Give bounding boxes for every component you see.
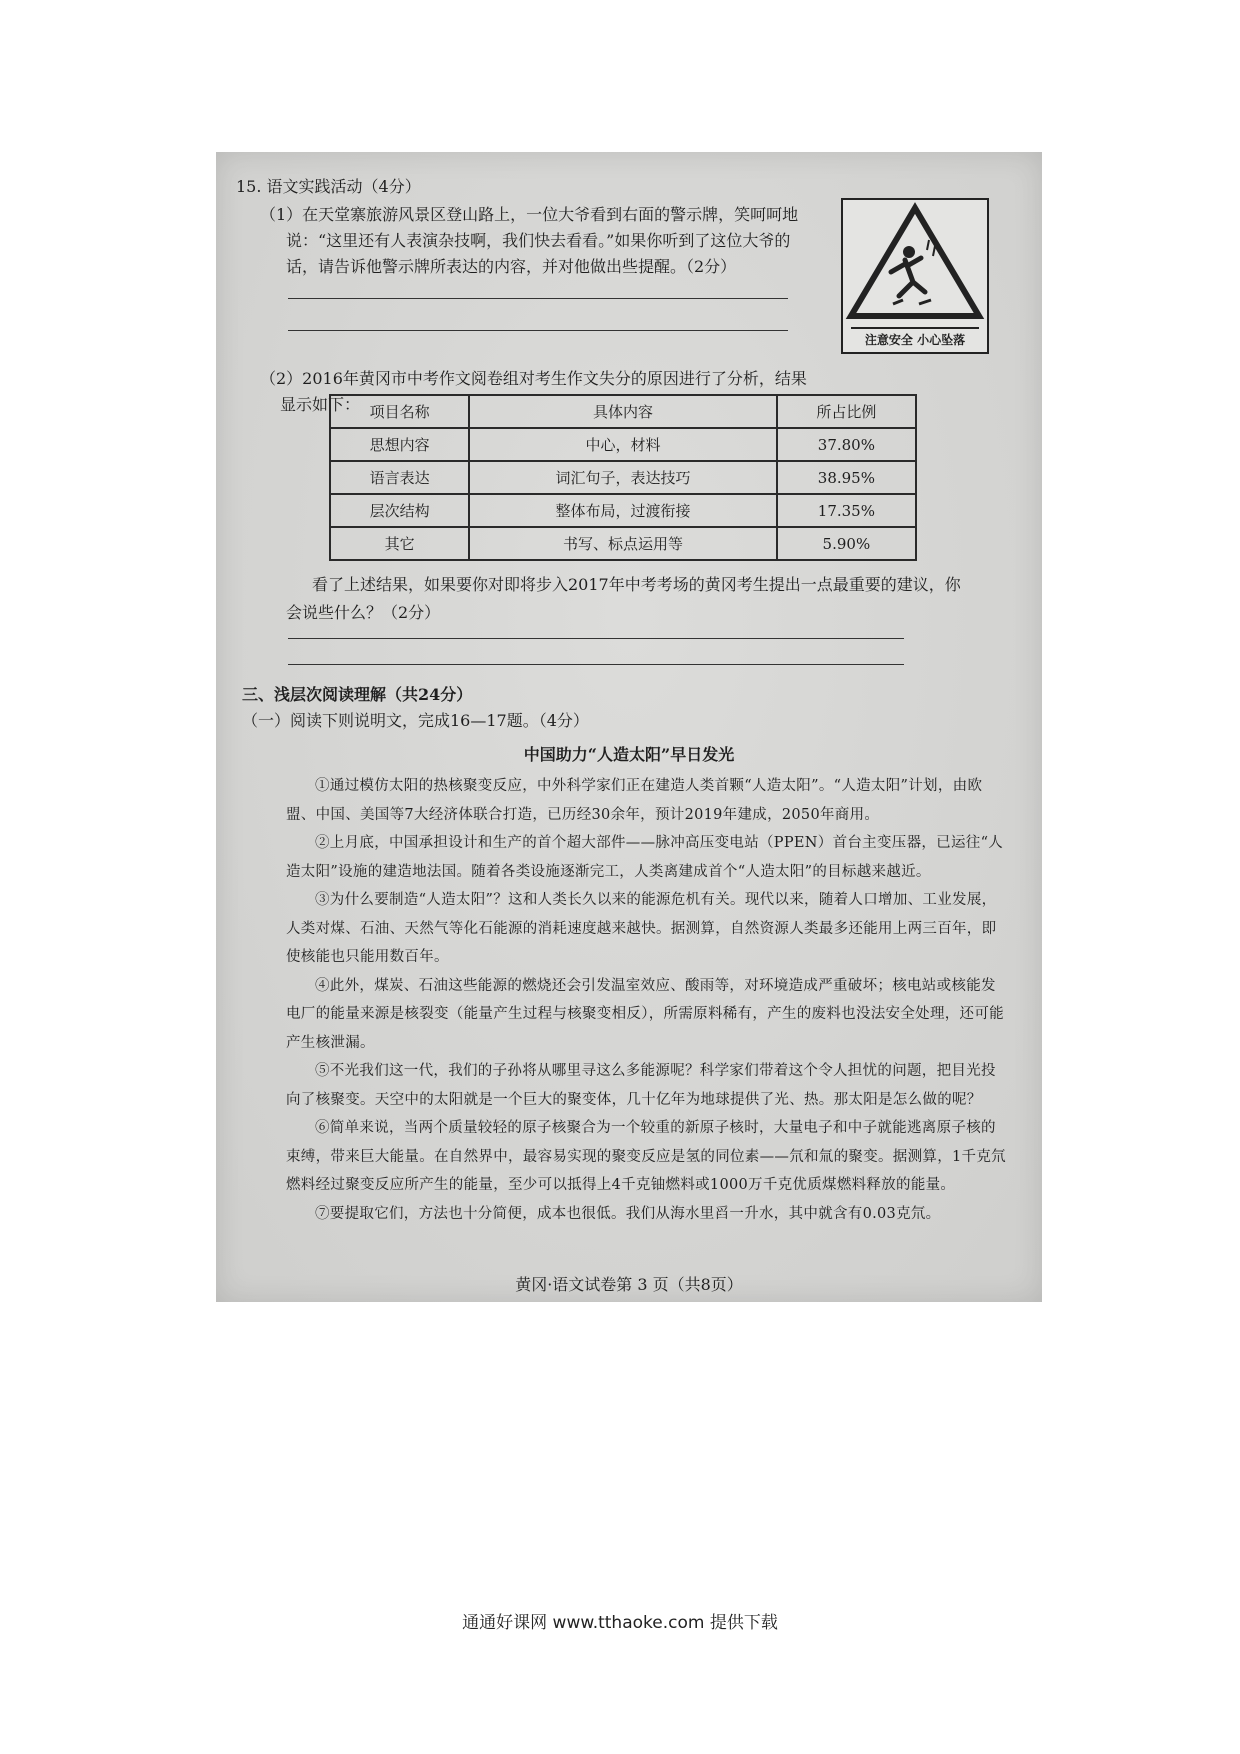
site-credit: 通通好课网 www.tthaoke.com 提供下载 [462,1613,778,1633]
reading-part1-instructions: （一）阅读下则说明文，完成16—17题。（4分） [242,711,589,730]
article-paragraph: ④此外，煤炭、石油这些能源的燃烧还会引发温室效应、酸雨等，对环境造成严重破坏；核电站或核能发电厂的能量来源是核裂变（能量产生过程与核聚变相反），所需原料稀有，产生的废料也没法安全处理，还可能产生核泄漏。 [286,977,1004,1051]
table-row [330,461,916,494]
table-row [330,527,916,560]
table-cell: 书写、标点运用等 [469,527,777,560]
article-title: 中国助力“人造太阳”早日发光 [523,745,735,764]
article-paragraph: ⑦要提取它们，方法也十分简便，成本也很低。我们从海水里舀一升水，其中就含有0.03克氘。 [315,1205,941,1222]
page-number-footer: 黄冈·语文试卷第 3 页（共8页） [515,1275,743,1294]
table-cell: 整体布局，过渡衔接 [469,494,777,527]
answer-line [288,330,788,331]
answer-line [288,664,904,665]
answer-line [288,638,904,639]
article-paragraph: ⑤不光我们这一代，我们的子孙将从哪里寻这么多能源呢？科学家们带着这个令人担忧的问题，把目光投向了核聚变。天空中的太阳就是一个巨大的聚变体，几十亿年为地球提供了光、热。那太阳是怎么做的呢？ [286,1063,996,1108]
warning-sign [841,198,989,354]
table-cell: 17.35% [777,494,916,527]
table-cell: 38.95% [777,461,916,494]
q15-part1-line3: 话，请告诉他警示牌所表达的内容，并对他做出些提醒。（2分） [286,257,737,276]
q15-part2-line2: 显示如下： [280,395,361,414]
table-cell: 思想内容 [330,428,469,461]
q15-part2-line1: （2）2016年黄冈市中考作文阅卷组对考生作文失分的原因进行了分析，结果 [260,369,807,388]
article-paragraph: ③为什么要制造“人造太阳”？这和人类长久以来的能源危机有关。现代以来，随着人口增加、工业发展，人类对煤、石油、天然气等化石能源的消耗速度越来越快。据测算，自然资源人类最多还能用上两三百年，即使核能也只能用数百年。 [286,892,997,965]
table-row [330,494,916,527]
answer-line [288,298,788,299]
question-15-title: 15. 语文实践活动（4分） [236,177,421,196]
table-cell: 5.90% [777,527,916,560]
table-header-row [330,395,916,428]
table-header: 项目名称 [330,395,469,428]
article-paragraph: ⑥简单来说，当两个质量较轻的原子核聚合为一个较重的新原子核时，大量电子和中子就能逃离原子核的束缚，带来巨大能量。在自然界中，最容易实现的聚变反应是氢的同位素——氘和氚的聚变。据测算，1千克氘燃料经过聚变反应所产生的能量，至少可以抵得上4千克铀燃料或1000万千克优质煤燃料释放的能量。 [286,1120,1006,1193]
table-cell: 其它 [330,527,469,560]
table-cell: 中心，材料 [469,428,777,461]
table-cell: 词汇句子，表达技巧 [469,461,777,494]
section-3-heading: 三、浅层次阅读理解（共24分） [242,685,473,704]
table-cell: 语言表达 [330,461,469,494]
article-paragraph: ①通过模仿太阳的热核聚变反应，中外科学家们正在建造人类首颗“人造太阳”。“人造太阳”计划，由欧盟、中国、美国等7大经济体联合打造，已历经30余年，预计2019年建成，2050年商用。 [286,778,983,823]
scanned-exam-page [216,152,1042,1302]
q15-part1-line1: （1）在天堂寨旅游风景区登山路上，一位大爷看到右面的警示牌，笑呵呵地 [260,205,799,224]
advice-question-line2: 会说些什么？（2分） [286,603,441,622]
table-row [330,428,916,461]
sign-caption: 注意安全 小心坠落 [851,327,979,348]
article-body [286,772,1006,1228]
article-paragraph: ②上月底，中国承担设计和生产的首个超大部件——脉冲高压变电站（PPEN）首台主变压器，已运往“人造太阳”设施的建造地法国。随着各类设施逐渐完工，人类离建成首个“人造太阳”的目标越来越近。 [286,835,1004,880]
fall-hazard-icon [843,200,987,324]
table-header: 所占比例 [777,395,916,428]
advice-question-line1: 看了上述结果，如果要你对即将步入2017年中考考场的黄冈考生提出一点最重要的建议，你 [312,575,961,594]
table-header: 具体内容 [469,395,777,428]
score-loss-table [329,394,917,561]
q15-part1-line2: 说：“这里还有人表演杂技啊，我们快去看看。”如果你听到了这位大爷的 [286,231,791,250]
table-cell: 层次结构 [330,494,469,527]
table-cell: 37.80% [777,428,916,461]
